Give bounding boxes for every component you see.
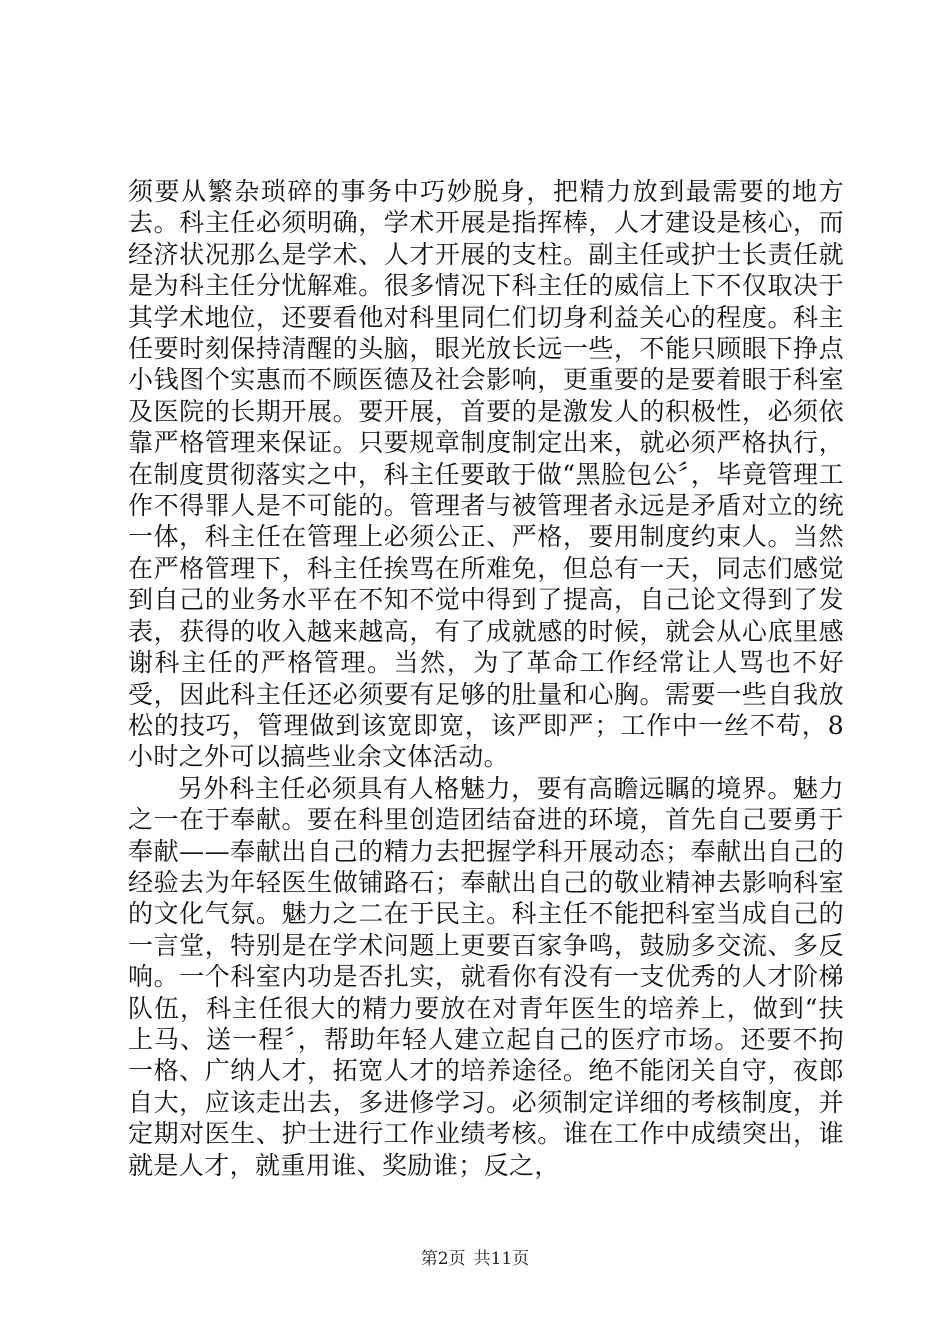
paragraph-2: 另外科主任必须具有人格魅力，要有高瞻远瞩的境界。魅力之一在于奉献。要在科里创造团结奋进的环境，首先自己要勇于奉献——奉献出自己的精力去把握学科开展动态；奉献出自己的经验去为年轻医生做铺路石；奉献出自己的敬业精神去影响科室的文化气氛。魅力之二在于民主。科主任不能把科室当成自己的一言堂，特别是在学术问题上更要百家争鸣，鼓励多交流、多反响。一个科室内功是否扎实，就看你有没有一支优秀的人才阶梯队伍，科主任很大的精力要放在对青年医生的培养上，做到“扶上马、送一程〞，帮助年轻人建立起自己的医疗市场。还要不拘一格、广纳人才，拓宽人才的培养途径。绝不能闭关自守，夜郎自大，应该走出去，多进修学习。必须制定详细的考核制度，并定期对医生、护士进行工作业绩考核。谁在工作中成绩突出，谁就是人才，就重用谁、奖励谁；反之， — [128, 773, 844, 1180]
paragraph-1: 须要从繁杂琐碎的事务中巧妙脱身，把精力放到最需要的地方去。科主任必须明确，学术开展是指挥棒，人才建设是核心，而经济状况那么是学术、人才开展的支柱。副主任或护士长责任就是为科主任分忧解难。很多情况下科主任的威信上下不仅取决于其学术地位，还要看他对科里同仁们切身利益关心的程度。科主任要时刻保持清醒的头脑，眼光放长远一些，不能只顾眼下挣点小钱图个实惠而不顾医德及社会影响，更重要的是要着眼于科室及医院的长期开展。要开展，首要的是激发人的积极性，必须依靠严格管理来保证。只要规章制度制定出来，就必须严格执行，在制度贯彻落实之中，科主任要敢于做“黑脸包公〞，毕竟管理工作不得罪人是不可能的。管理者与被管理者永远是矛盾对立的统一体，科主任在管理上必须公正、严格，要用制度约束人。当然在严格管理下，科主任挨骂在所难免，但总有一天，同志们感觉到自己的业务水平在不知不觉中得到了提高，自己论文得到了发表，获得的收入越来越高，有了成就感的时候，就会从心底里感谢科主任的严格管理。当然，为了革命工作经常让人骂也不好受，因此科主任还必须要有足够的肚量和心胸。需要一些自我放松的技巧，管理做到该宽即宽，该严即严；工作中一丝不苟，8小时之外可以搞些业余文体活动。 — [128, 177, 844, 772]
page-total: 共11页 — [473, 1249, 530, 1269]
document-body — [128, 176, 844, 1181]
page-footer — [0, 1244, 950, 1269]
page-number: 第2页 — [420, 1249, 466, 1269]
